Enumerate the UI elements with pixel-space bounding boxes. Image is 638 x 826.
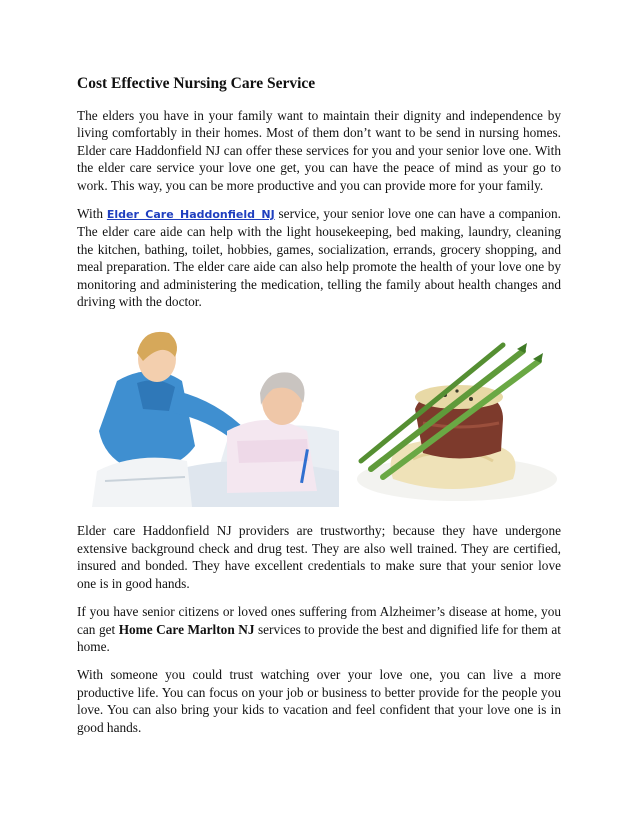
paragraph-alzheimers-lead: If you have senior citizens or loved ones suffering from Alzheimer’s disease at home, you can get bbox=[77, 604, 561, 637]
paragraph-closing: With someone you could trust watching over your love one, you can live a more productive life. You can focus on your job or business to better provide for the people you love. You can also bring your kids to vacation and feel confident that your love one is in good hands. bbox=[77, 667, 561, 735]
document-content bbox=[77, 74, 561, 747]
paragraph-alzheimers-tail: services to provide the best and dignified life for them at home. bbox=[77, 621, 561, 654]
nurse-caring-for-elder-image bbox=[77, 321, 339, 507]
paragraph-alzheimers bbox=[77, 603, 561, 655]
paragraph-services-body: service, your senior love one can have a companion. The elder care aide can help with the light housekeeping, bed making, laundry, cleaning the kitchen, bathing, toilet, hobbies, games, socialization, errands, grocery shopping, and meal preparation. The elder care aide can also help promote the health of your love one by monitoring and administering the medication, telling the family about health changes and driving with the doctor. bbox=[77, 206, 561, 310]
paragraph-services-lead: With bbox=[77, 206, 107, 222]
elder-care-haddonfield-link[interactable]: Elder Care Haddonfield NJ bbox=[106, 208, 275, 222]
paragraph-trust: Elder care Haddonfield NJ providers are trustworthy; because they have undergone extensive background check and drug test. They are also well trained. They are certified, insured and bonded. They have excellent credentials to make sure that your senior love one is in good hands. bbox=[77, 523, 561, 591]
paragraph-intro: The elders you have in your family want to maintain their dignity and independence by living comfortably in their homes. Most of them don’t want to be send in nursing homes. Elder care Haddonfield NJ can offer these services for you and your senior love one. With the elder care service your love one get, you can have the peace of mind as your go to work. This way, you can be more productive and you can provide more for your family. bbox=[77, 108, 561, 193]
image-row bbox=[77, 321, 561, 511]
document-title: Cost Effective Nursing Care Service bbox=[77, 75, 316, 92]
home-care-marlton-bold: Home Care Marlton NJ bbox=[118, 621, 255, 637]
paragraph-services bbox=[77, 205, 561, 310]
steak-asparagus-image bbox=[353, 339, 561, 505]
